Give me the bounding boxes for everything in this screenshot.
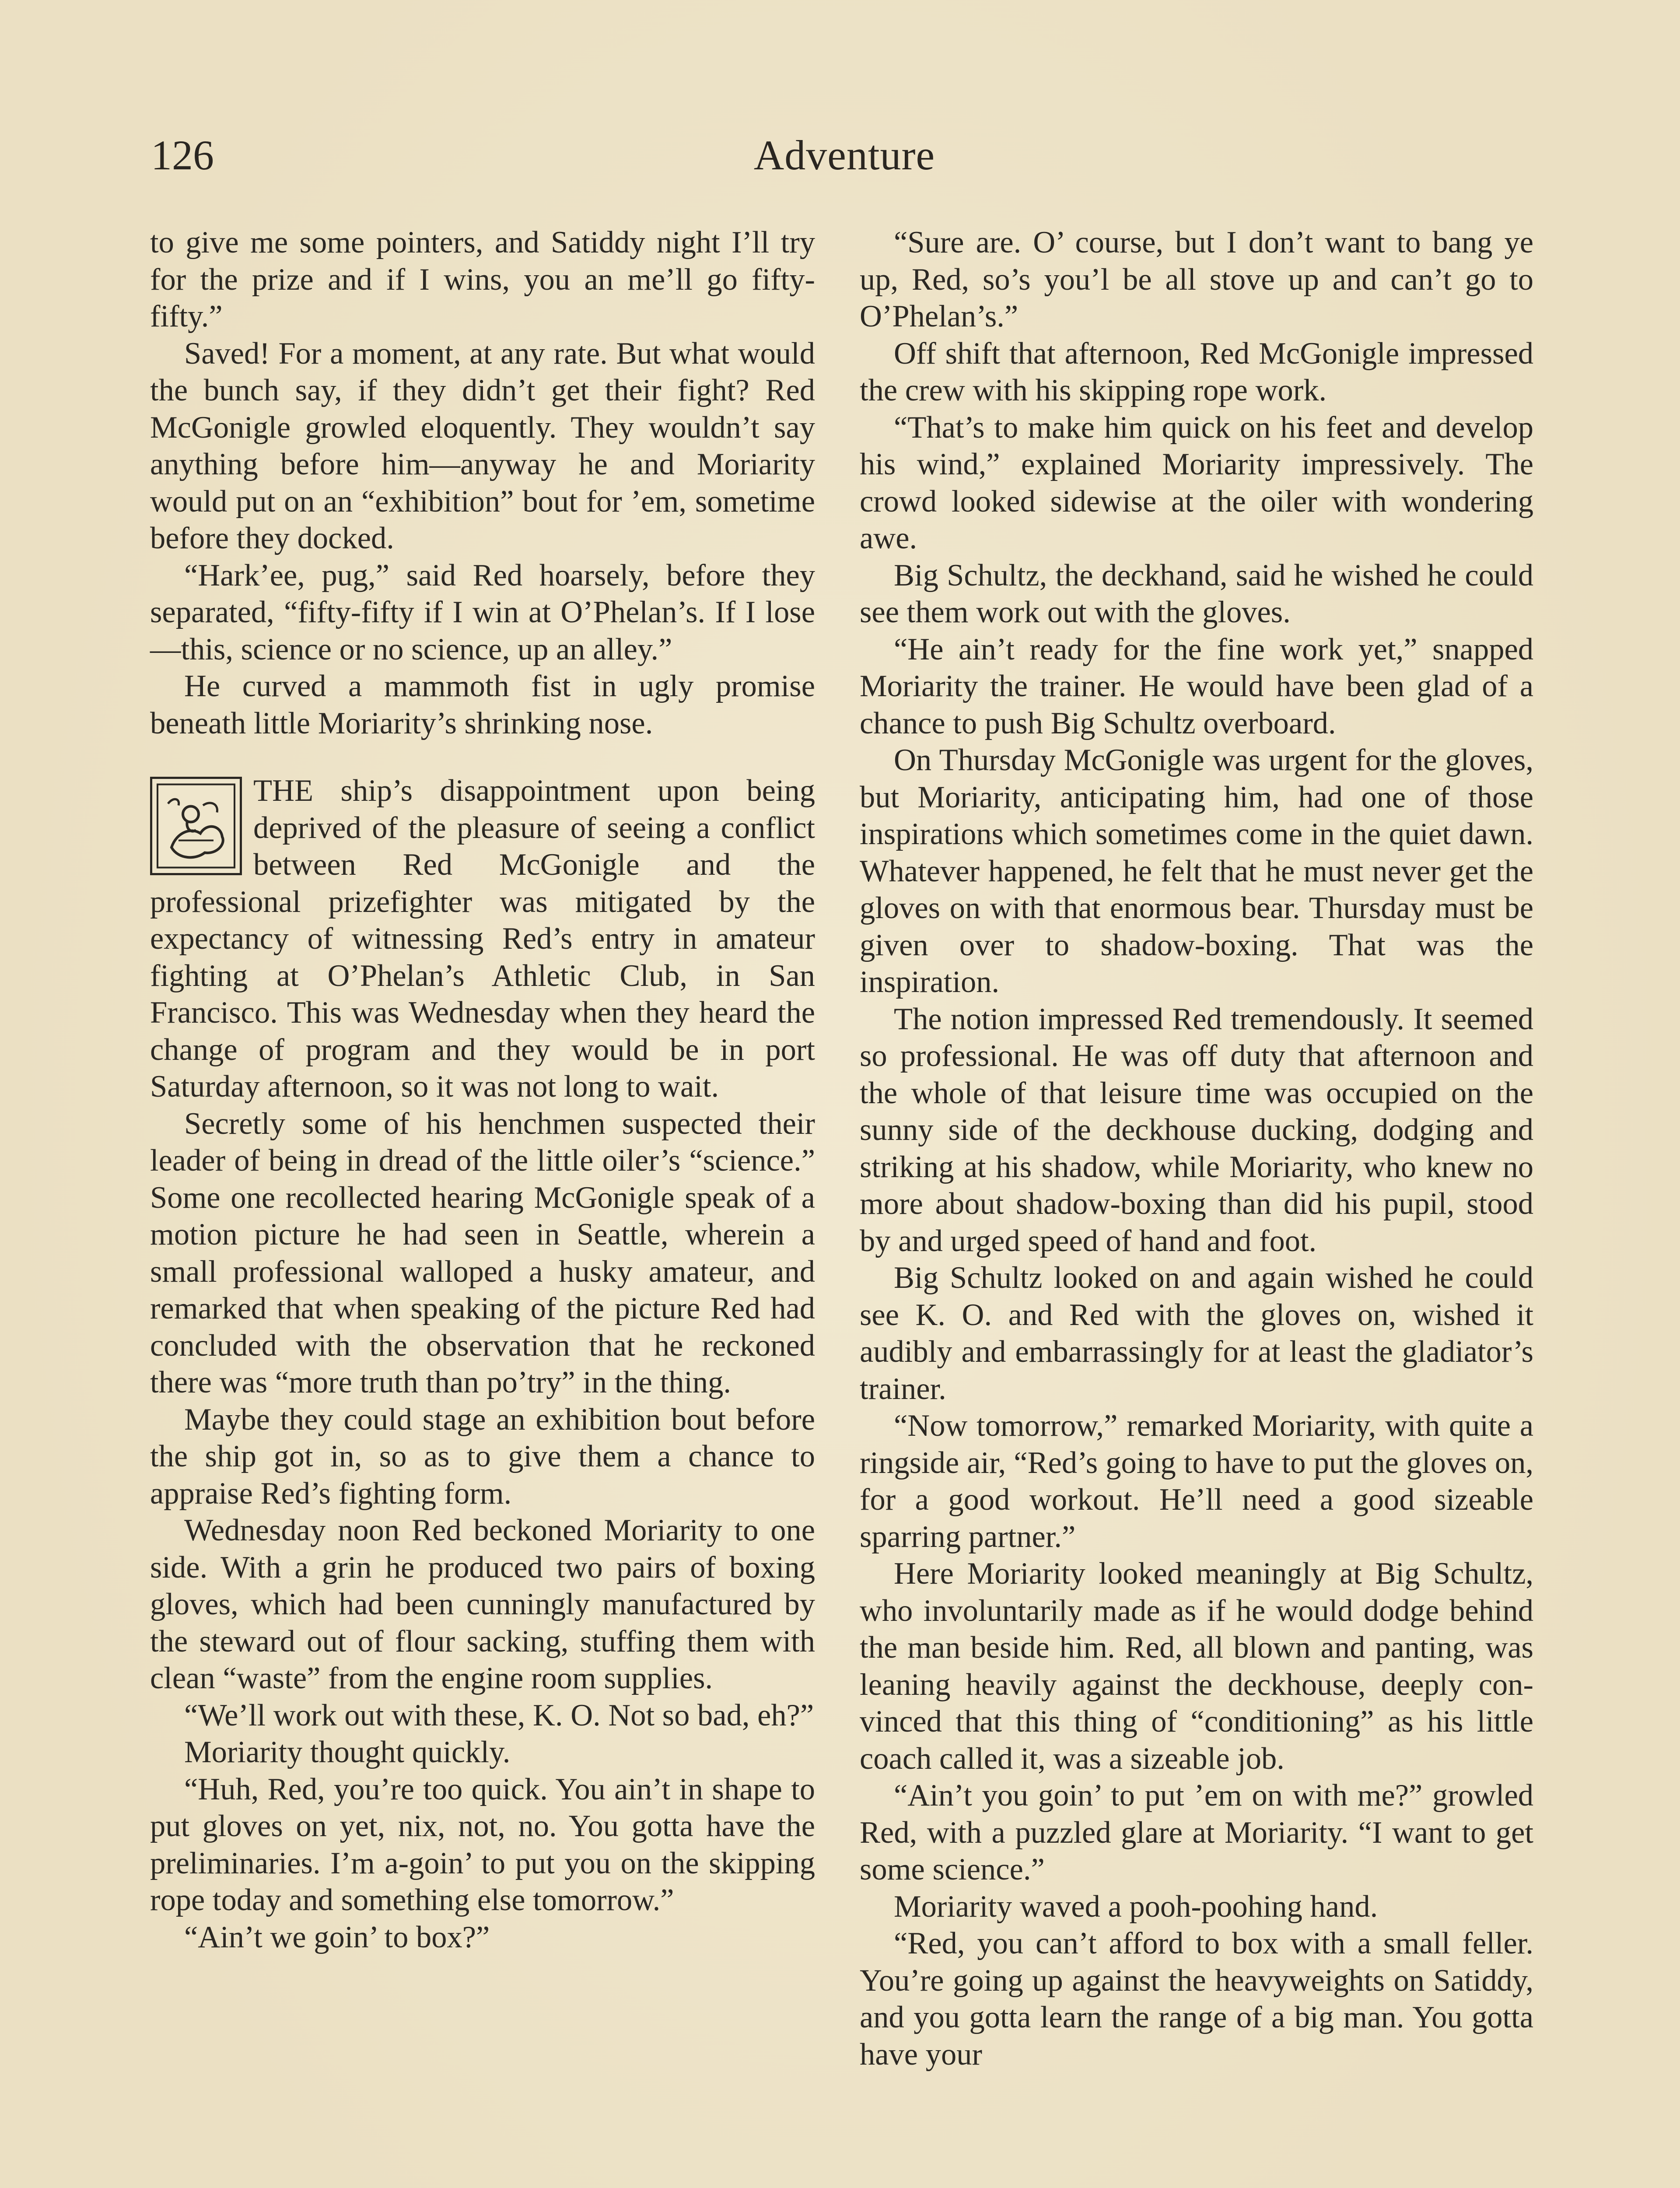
paragraph: He curved a mammoth fist in ugly promise beneath little Moriarity’s shrinking nose. xyxy=(150,669,815,740)
left-column xyxy=(150,224,815,1956)
paragraph: “Now tomorrow,” remarked Moriarity, with quite a ringside air, “Red’s going to have to put the gloves on, for a good workout. He’ll need a good sizeable sparring partner.” xyxy=(860,1409,1533,1554)
section-break xyxy=(150,742,815,772)
paragraph: “Ain’t you goin’ to put ’em on with me?” growled Red, with a puzzled glare at Moriarity. “I want to get some science.” xyxy=(860,1778,1533,1886)
paragraph: Maybe they could stage an exhibition bout before the ship got in, so as to give them a chance to appraise Red’s fighting form. xyxy=(150,1402,815,1511)
paragraph: “Hark’ee, pug,” said Red hoarsely, before they separated, “fifty-fifty if I win at O’Phelan’s. If I lose—this, science or no science, up an alley.” xyxy=(150,558,815,666)
paragraph: Secretly some of his henchmen suspected their leader of being in dread of the little oiler’s “science.” Some one recollected hearing McGonigle speak of a motion picture he had seen in Seattle, wherein a small professional walloped a husky amateur, and remarked that when speaking of the picture Red had concluded with the observation that he reckoned there was “more truth than po’try” in the thing. xyxy=(150,1106,815,1399)
running-title: Adventure xyxy=(753,132,935,179)
paragraph: Here Moriarity looked meaningly at Big Schultz, who involuntarily made as if he would dodge behind the man beside him. Red, all blown and panting, was leaning heavily against the deckhouse, deeply convinced that this thing of “conditioning” as his little coach called it, was a sizeable job. xyxy=(860,1557,1533,1776)
paragraph-section-start: THE ship’s disappointment upon being deprived of the pleasure of seeing a conflict between Red McGonigle and the professional prizefighter was mitigated by the expectancy of witnessing Red’s entry in amateur fighting at O’Phelan’s Athletic Club, in San Francisco. This was Wednesday when they heard the change of program and they would be in port Saturday afternoon, so it was not long to wait. xyxy=(150,774,815,1104)
paragraph: Big Schultz looked on and again wished he could see K. O. and Red with the gloves on, wished it audibly and embarrassingly for at least the gladiator’s trainer. xyxy=(860,1261,1533,1406)
paragraph: Moriarity thought quickly. xyxy=(184,1735,511,1769)
paragraph: Off shift that afternoon, Red McGonigle impressed the crew with his skipping rope work. xyxy=(860,336,1533,407)
paragraph: Moriarity waved a pooh-poohing hand. xyxy=(894,1889,1378,1924)
paragraph: “Sure are. O’ course, but I don’t want to bang ye up, Red, so’s you’l be all stove up and can’t go to O’Phelan’s.” xyxy=(860,225,1533,333)
paragraph: “Huh, Red, you’re too quick. You ain’t in shape to put gloves on yet, nix, not, no. You gotta have the preliminaries. I’m a-goin’ to put you on the skipping rope today and something else tomorrow.” xyxy=(150,1772,815,1917)
paragraph: “He ain’t ready for the fine work yet,” snapped Moriarity the trainer. He would have been glad of a chance to push Big Schultz overboard. xyxy=(860,632,1533,740)
paragraph: “That’s to make him quick on his feet and develop his wind,” explained Moriarity impressively. The crowd looked sidewise at the oiler with wondering awe. xyxy=(860,410,1533,555)
decorative-drop-cap-vignette-icon xyxy=(150,777,242,875)
page-header xyxy=(151,125,1538,186)
paragraph: “Red, you can’t afford to box with a small feller. You’re going up against the heavyweights on Satiddy, and you gotta learn the range of a big man. You gotta have your xyxy=(860,1926,1533,2072)
paragraph: Big Schultz, the deckhand, said he wished he could see them work out with the gloves. xyxy=(860,558,1533,629)
page-number: 126 xyxy=(151,132,214,179)
paragraph: Wednesday noon Red beckoned Moriarity to one side. With a grin he produced two pairs of boxing gloves, which had been cunningly manufactured by the steward out of flour sacking, stuffing them with clean “waste” from the engine room supplies. xyxy=(150,1513,815,1695)
paragraph: Saved! For a moment, at any rate. But what would the bunch say, if they didn’t get their fight? Red McGonigle growled eloquently. They wouldn’t say anything before him—anyway he and Moriarity would put on an “exhibition” bout for ’em, sometime before they docked. xyxy=(150,336,815,555)
paragraph: “We’ll work out with these, K. O. Not so bad, eh?” xyxy=(184,1698,814,1732)
paragraph: “Ain’t we goin’ to box?” xyxy=(184,1920,490,1954)
paragraph: On Thursday McGonigle was urgent for the gloves, but Moriarity, anticipating him, had one of those inspirations which sometimes come in the quiet dawn. Whatever happened, he felt that he must never get the gloves on with that enormous bear. Thursday must be given over to shadow-boxing. That was the inspiration. xyxy=(860,743,1533,999)
paragraph: to give me some pointers, and Satiddy night I’ll try for the prize and if I wins, you an me’ll go fifty-fifty.” xyxy=(150,225,815,333)
right-column xyxy=(860,224,1533,2073)
paragraph: The notion impressed Red tremendously. It seemed so professional. He was off duty that afternoon and the whole of that leisure time was occupied on the sunny side of the deckhouse ducking, dodging and striking at his shadow, while Moriarity, who knew no more about shadow-boxing than did his pupil, stood by and urged speed of hand and foot. xyxy=(860,1002,1533,1258)
